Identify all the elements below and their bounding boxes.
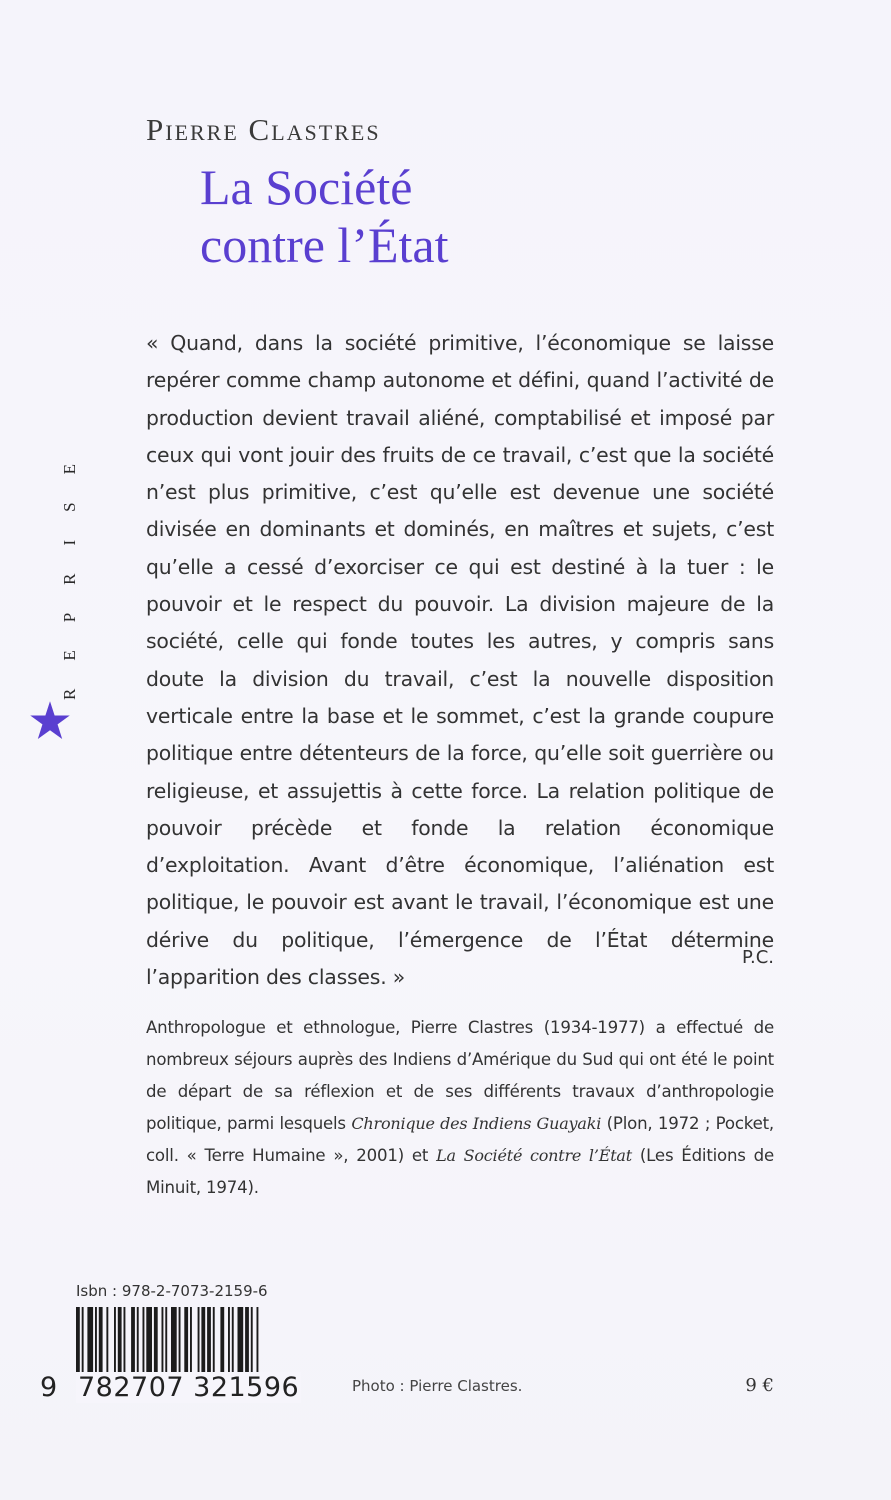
bio-text-3: (Les Éditions de Minuit, 1974). — [146, 1146, 775, 1197]
barcode-bar — [251, 1307, 253, 1375]
barcode-bar — [131, 1307, 135, 1375]
barcode-bar — [124, 1307, 126, 1375]
back-cover-quote: « Quand, dans la société primitive, l’économique se laisse repérer comme champ autonome et défini, quand l’activité de production devient travail aliéné, comptabilisé et imposé par ceux qui vont jouir des fruits de ce travail, c’est que la société n’est plus primitive, c’est qu’elle est devenue une société divisée en dominants et dominés, en maîtres et sujets, c’est qu’elle a cessé d’exorciser ce qui est destiné à la tuer : le pouvoir et le respect du pouvoir. La division majeure de la société, celle qui fonde toutes les autres, y compris sans doute la division du travail, c’est la nouvelle disposition verticale entre la base et le sommet, c’est la grande coupure politique entre détenteurs de la force, qu’elle soit guerrière ou religieuse, et assujettis à cette force. La relation politique de pouvoir précède et fonde la relation économique d’exploitation. Avant d’être économique, l’aliénation est politique, le pouvoir est avant le travail, l’économique est une dérive du politique, l’émergence de l’État détermine l’apparition des classes. » — [146, 331, 774, 990]
barcode-bar — [154, 1307, 158, 1375]
barcode-bar — [137, 1307, 139, 1375]
series-label-text: REPRISE — [60, 435, 79, 700]
barcode-bar — [184, 1307, 188, 1375]
book-title — [200, 158, 800, 274]
bio-book-title-1: Chronique des Indiens Guayaki — [351, 1114, 602, 1133]
barcode-bar — [245, 1307, 249, 1375]
barcode-bar — [190, 1307, 192, 1375]
barcode-bar — [207, 1307, 211, 1375]
isbn-label: Isbn : 978-2-7073-2159-6 — [76, 1282, 268, 1300]
photo-credit: Photo : Pierre Clastres. — [352, 1377, 523, 1395]
bio-book-title-2: La Société contre l’État — [436, 1146, 632, 1165]
barcode-bar — [213, 1307, 215, 1375]
barcode-bar — [99, 1307, 103, 1375]
barcode-bar — [220, 1307, 224, 1375]
barcode-bar — [179, 1307, 181, 1375]
barcode-bar — [162, 1307, 164, 1375]
star-icon — [29, 700, 71, 742]
barcode-bar — [201, 1307, 205, 1375]
bio-text-1: Anthropologue et ethnologue, Pierre Clastres (1934-1977) a effectué de nombreux séjours auprès des Indiens d’Amérique du Sud qui ont été le point de départ de sa réflexion et de ses différents travaux d’anthropologie politique, parmi lesquels — [146, 1018, 774, 1133]
author-biography — [146, 1012, 774, 1204]
series-label — [50, 435, 90, 700]
barcode-bar — [228, 1307, 230, 1375]
barcode-bar — [143, 1307, 145, 1375]
title-line-2: contre l’État — [200, 217, 449, 273]
author-name: Pierre Clastres — [146, 112, 381, 147]
barcode-bar — [106, 1307, 108, 1375]
barcode-bar — [232, 1307, 234, 1375]
barcode-bar — [238, 1307, 244, 1375]
barcode-first-digit: 9 — [40, 1372, 58, 1403]
quote-initials: P.C. — [741, 947, 774, 968]
barcode-number: 782707 321596 — [78, 1372, 300, 1403]
barcode-bar — [114, 1307, 116, 1375]
barcode-bar — [95, 1307, 97, 1375]
barcode-bar — [87, 1307, 93, 1375]
title-line-1: La Société — [200, 159, 413, 215]
barcode-bar — [118, 1307, 122, 1375]
price: 9 € — [745, 1375, 774, 1396]
bio-text-2: (Plon, 1972 ; Pocket, coll. « Terre Humaine », 2001) et — [146, 1114, 774, 1165]
barcode-bar — [146, 1307, 152, 1375]
barcode-bar — [198, 1307, 200, 1375]
